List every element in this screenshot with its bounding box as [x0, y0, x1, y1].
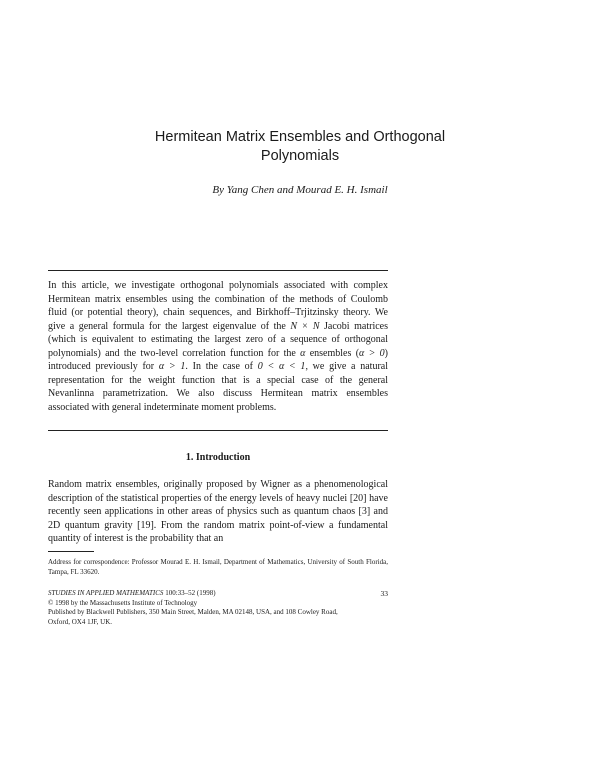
page-number: 33 [380, 589, 388, 598]
abstract-text-6: , we give a natural representation for the weight function that is a special case of the general Nevanlinna parametrization. We also discuss Hermitean matrix ensembles associated with general indeterminate moment problems. [48, 361, 388, 413]
footnote-rule [48, 551, 94, 552]
authors: By Yang Chen and Mourad E. H. Ismail [212, 184, 388, 196]
journal-line [48, 589, 388, 599]
volume-info: 100:33–52 (1998) [163, 589, 216, 597]
abstract-text-3: ensembles ( [305, 347, 360, 359]
abstract [48, 279, 388, 414]
introduction-paragraph: Random matrix ensembles, originally proposed by Wigner as a phenomenological description of the statistical properties of the energy levels of heavy nuclei [20] have recently seen applications in other areas of physics such as quantum chaos [3] and 2D quantum gravity [19]. From the random matrix point-of-view a fundamental quantity of interest is the probability that an [48, 479, 388, 544]
abstract-math-range: 0 < α < 1 [257, 361, 306, 372]
abstract-math-alpha-gt0: α > 0 [359, 347, 385, 359]
publisher-line-1: Published by Blackwell Publishers, 350 Main Street, Malden, MA 02148, USA, and 108 Cowley Road, [48, 608, 338, 616]
journal-name: STUDIES IN APPLIED MATHEMATICS [48, 589, 164, 597]
abstract-text-5: . In the case of [185, 361, 258, 372]
paper-title [48, 128, 552, 166]
abstract-text-4: ) introduced previously for [48, 347, 388, 372]
copyright-line: © 1998 by the Massachusetts Institute of Technology [48, 598, 198, 607]
publication-footer [48, 589, 388, 627]
abstract-bottom-rule [48, 430, 388, 431]
abstract-math-nxn: N × N [290, 320, 320, 332]
abstract-math-alpha-gt1: α > 1 [158, 361, 186, 372]
abstract-text-1: In this article, we investigate orthogonal polynomials associated with complex Hermitean matrix ensembles using the combination of the methods of Coulomb fluid (or potential theory), chain sequences, and Birkhoff–Trjitzinsky theory. We give a general formula for the largest eigenvalue of the [48, 280, 388, 332]
publisher-line-2: Oxford, OX4 1JF, UK. [48, 617, 112, 626]
abstract-text-2: Jacobi matrices (which is equivalent to estimating the largest zero of a sequence of orthogonal polynomials) and the two-level correlation function for the [48, 320, 388, 359]
title-line-1: Hermitean Matrix Ensembles and Orthogonal [154, 129, 446, 145]
title-line-2: Polynomials [260, 148, 340, 164]
abstract-top-rule [48, 270, 388, 271]
footnote: Address for correspondence: Professor Mourad E. H. Ismail, Department of Mathematics, University of South Florida, Tampa, FL 33620. [48, 558, 388, 576]
section-heading-introduction: 1. Introduction [185, 452, 251, 463]
abstract-math-alpha: α [300, 347, 306, 359]
